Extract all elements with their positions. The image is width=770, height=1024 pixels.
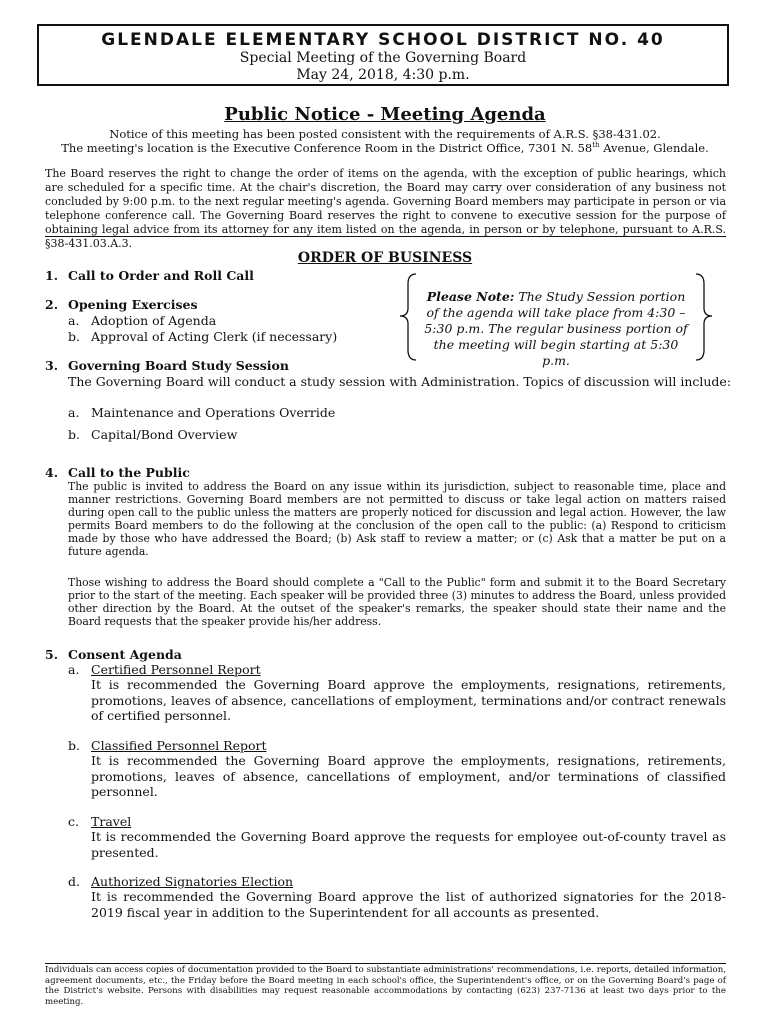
section-1 — [45, 268, 254, 283]
call-to-public-paragraph-2: Those wishing to address the Board should complete a "Call to the Public" form and submit it to the Board Secretary prior to the start of the meeting. Each speaker will be provided three (3) minutes to address the Board, unless provided other direction by the Board. At the outset of the speaker's remarks, the speaker should state their name and the Board requests that the speaker provide his/her address. — [68, 576, 726, 628]
item-5a-text: It is recommended the Governing Board approve the employments, resignations, retirements, promotions, leaves of absence, cancellations of employment, terminations and/or contract renewals of certified personnel. — [91, 677, 726, 723]
item-2b — [68, 329, 337, 344]
footer-note: Individuals can access copies of documentation provided to the Board to substantiate administrations' recommendations, i.e. reports, detailed information, agreement documents, etc., the Friday before the Board meeting in each school's office, the Superintendent's office, or on the Governing Board's page of the District's website. Persons with disabilities may request reasonable accommodations by contacting (623) 237-7136 at least two days prior to the meeting. — [45, 965, 726, 1007]
section-5 — [45, 647, 182, 662]
item-5a — [68, 662, 261, 677]
note-body: The Study Session portion of the agenda will take place from 4:30 – 5:30 p.m. The regular business portion of the meeting will begin starting at 5:30 p.m. — [424, 289, 688, 368]
item-letter: c. — [68, 814, 79, 829]
study-session-note — [398, 272, 714, 368]
item-text: Maintenance and Operations Override — [91, 405, 336, 420]
study-session-description: The Governing Board will conduct a study session with Administration. Topics of discussion will include: — [68, 374, 732, 389]
section-number: 4. — [45, 465, 59, 480]
item-5b-text: It is recommended the Governing Board approve the employments, resignations, retirements, promotions, leaves of absence, cancellations of employment, and/or terminations of classified personnel. — [91, 753, 726, 799]
item-3a — [68, 405, 335, 420]
item-5d — [68, 874, 293, 889]
board-reserves-paragraph: The Board reserves the right to change the order of items on the agenda, with the exception of public hearings, which are scheduled for a specific time. At the chair's discretion, the Board may carry over consideration of any business not concluded by 9:00 p.m. to the next regular meeting's agenda. Governing Board members may participate in person or via telephone conference call. The Governing Board reserves the right to convene to executive session for the purpose of obtaining legal advice from its attorney for any item listed on the agenda, in person or by telephone, pursuant to A.R.S. §38-431.03.A.3. — [45, 167, 726, 250]
item-5c-text: It is recommended the Governing Board approve the requests for employee out-of-county travel as presented. — [91, 829, 726, 860]
section-number: 2. — [45, 297, 59, 312]
location-text: The meeting's location is the Executive Conference Room in the District Office, 7301 N. 58 — [61, 141, 593, 155]
item-2a — [68, 313, 216, 328]
item-title: Travel — [91, 814, 132, 829]
section-title: Opening Exercises — [68, 297, 198, 312]
posting-notice: Notice of this meeting has been posted consistent with the requirements of A.R.S. §38-431.02. — [109, 127, 661, 141]
section-3 — [45, 358, 289, 373]
right-brace — [696, 274, 712, 360]
section-2 — [45, 297, 198, 312]
note-label: Please Note: — [426, 289, 515, 304]
left-brace — [400, 274, 416, 360]
item-text: Adoption of Agenda — [91, 313, 217, 328]
item-letter: d. — [68, 874, 80, 889]
item-3b — [68, 427, 237, 442]
section-title: Consent Agenda — [68, 647, 182, 662]
section-number: 1. — [45, 268, 59, 283]
item-title: Classified Personnel Report — [91, 738, 267, 753]
item-letter: a. — [68, 313, 80, 328]
note-text — [424, 289, 688, 369]
section-title: Governing Board Study Session — [68, 358, 289, 373]
item-text: Approval of Acting Clerk (if necessary) — [91, 329, 338, 344]
divider — [45, 236, 726, 237]
meeting-location — [0, 141, 770, 155]
section-number: 5. — [45, 647, 59, 662]
location-ordinal: th — [592, 141, 600, 150]
item-text: Capital/Bond Overview — [91, 427, 238, 442]
item-5c — [68, 814, 131, 829]
order-of-business-title: ORDER OF BUSINESS — [297, 250, 473, 266]
meeting-date: May 24, 2018, 4:30 p.m. — [296, 67, 470, 83]
meeting-type: Special Meeting of the Governing Board — [239, 50, 527, 66]
district-name: GLENDALE ELEMENTARY SCHOOL DISTRICT NO. 40 — [101, 30, 665, 50]
item-title: Certified Personnel Report — [91, 662, 261, 677]
section-number: 3. — [45, 358, 59, 373]
item-5d-text: It is recommended the Governing Board approve the list of authorized signatories for the 2018-2019 fiscal year in addition to the Superintendent for all accounts as presented. — [91, 889, 726, 920]
section-title: Call to Order and Roll Call — [68, 268, 254, 283]
item-letter: b. — [68, 738, 80, 753]
footer-divider — [45, 963, 726, 964]
item-letter: a. — [68, 662, 80, 677]
section-title: Call to the Public — [68, 465, 190, 480]
location-text-end: Avenue, Glendale. — [599, 141, 709, 155]
item-5b — [68, 738, 267, 753]
header-box — [37, 24, 729, 86]
item-title: Authorized Signatories Election — [91, 874, 294, 889]
item-letter: b. — [68, 329, 80, 344]
notice-title: Public Notice - Meeting Agenda — [224, 104, 546, 125]
item-letter: a. — [68, 405, 80, 420]
item-letter: b. — [68, 427, 80, 442]
call-to-public-paragraph-1: The public is invited to address the Board on any issue within its jurisdiction, subject to reasonable time, place and manner restrictions. Governing Board members are not permitted to discuss or take legal action on matters raised during open call to the public unless the matters are properly noticed for discussion and legal action. However, the law permits Board members to do the following at the conclusion of the open call to the public: (a) Respond to criticism made by those who have addressed the Board; (b) Ask staff to review a matter; or (c) Ask that a matter be put on a future agenda. — [68, 480, 726, 558]
section-4 — [45, 465, 190, 480]
